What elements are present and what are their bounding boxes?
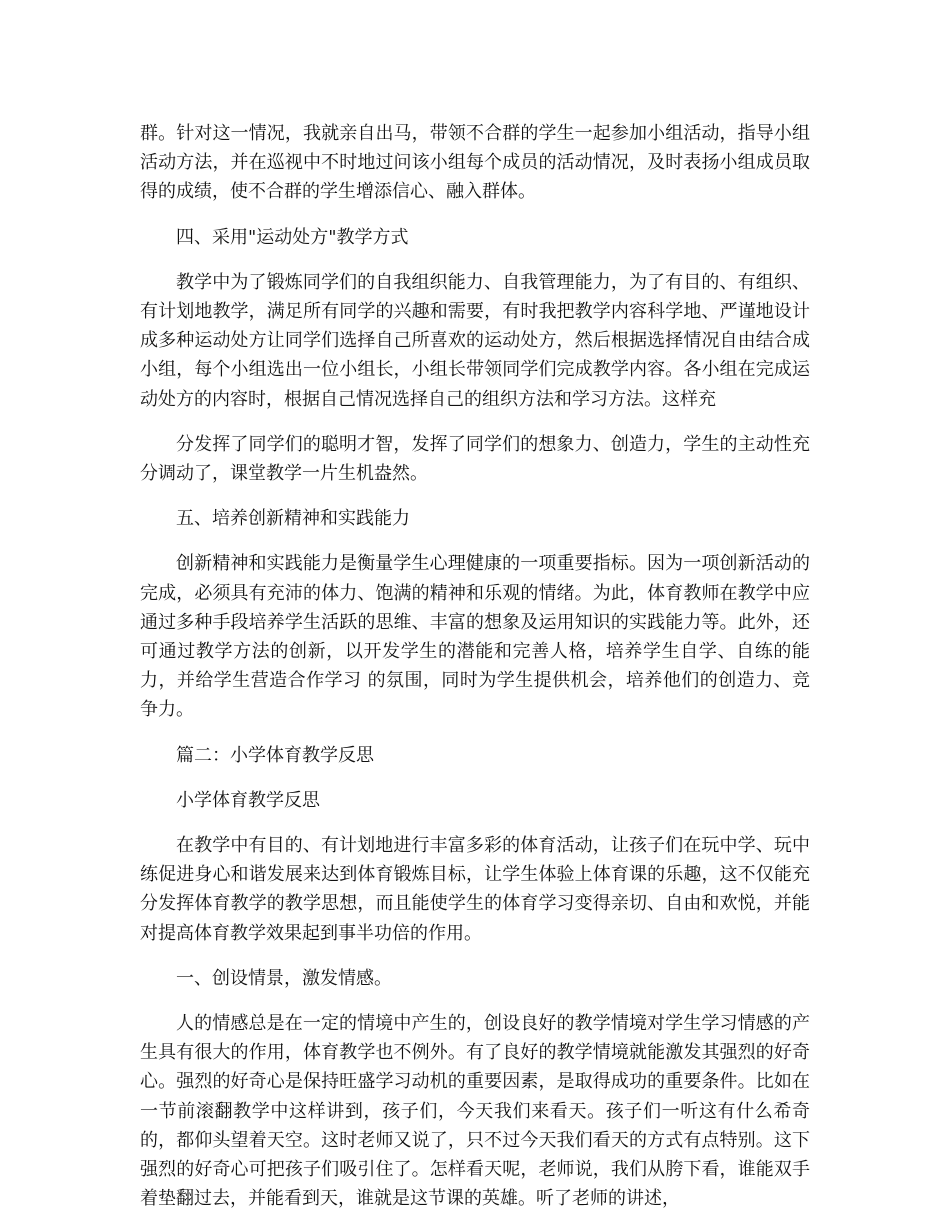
paragraph-continuation: 群。针对这一情况，我就亲自出马，带领不合群的学生一起参加小组活动，指导小组活动方法，并在巡视中不时地过问该小组每个成员的活动情况，及时表扬小组成员取得的成绩，使不合群的学生增添信心、融入群体。 [140,123,810,203]
article-heading: 篇二：小学体育教学反思 [176,744,374,766]
document-page [140,119,810,1214]
paragraph: 分发挥了同学们的聪明才智，发挥了同学们的想象力、创造力，学生的主动性充分调动了，课堂教学一片生机盎然。 [140,433,810,485]
paragraph: 教学中为了锻炼同学们的自我组织能力、自我管理能力，为了有目的、有组织、有计划地教学，满足所有同学的兴趣和需要，有时我把教学内容科学地、严谨地设计成多种运动处方让同学们选择自己所喜欢的运动处方，然后根据选择情况自由结合成小组，每个小组选出一位小组长，小组长带领同学们完成教学内容。各小组在完成运动处方的内容时，根据自己情况选择自己的组织方法和学习方法。这样充 [140,271,810,410]
article-title: 小学体育教学反思 [176,789,320,811]
section-heading-4: 四、采用"运动处方"教学方式 [176,226,409,248]
paragraph: 人的情感总是在一定的情境中产生的，创设良好的教学情境对学生学习情感的产生具有很大的作用，体育教学也不例外。有了良好的教学情境就能激发其强烈的好奇心。强烈的好奇心是保持旺盛学习动机的重要因素，是取得成功的重要条件。比如在一节前滚翻教学中这样讲到，孩子们，今天我们来看天。孩子们一听这有什么希奇的，都仰头望着天空。这时老师又说了，只不过今天我们看天的方式有点特别。这下强烈的好奇心可把孩子们吸引住了。怎样看天呢，老师说，我们从胯下看，谁能双手着垫翻过去，并能看到天，谁就是这节课的英雄。听了老师的讲述， [140,1013,810,1210]
paragraph: 在教学中有目的、有计划地进行丰富多彩的体育活动，让孩子们在玩中学、玩中练促进身心和谐发展来达到体育锻炼目标，让学生体验上体育课的乐趣，这不仅能充分发挥体育教学的教学思想，而且能使学生的体育学习变得亲切、自由和欢悦，并能对提高体育教学效果起到事半功倍的作用。 [140,835,810,944]
section-heading-1: 一、创设情景，激发情感。 [176,967,392,989]
paragraph: 创新精神和实践能力是衡量学生心理健康的一项重要指标。因为一项创新活动的完成，必须具有充沛的体力、饱满的精神和乐观的情绪。为此，体育教师在教学中应通过多种手段培养学生活跃的思维、丰富的想象及运用知识的实践能力等。此外，还可通过教学方法的创新，以开发学生的潜能和完善人格，培养学生自学、自练的能力，并给学生营造合作学习 的氛围，同时为学生提供机会，培养他们的创造力、竞争力。 [140,553,810,721]
section-heading-5: 五、培养创新精神和实践能力 [176,508,410,530]
